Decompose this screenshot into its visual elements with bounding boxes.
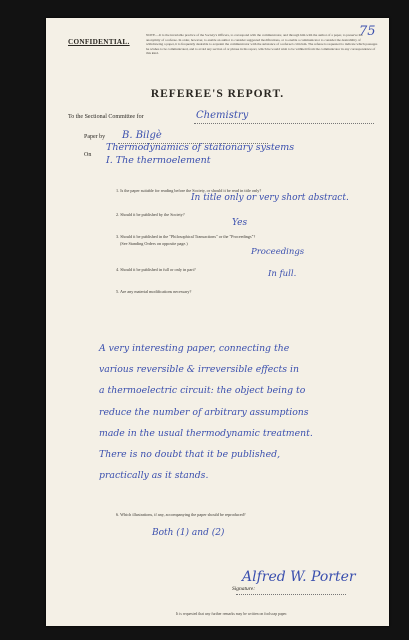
signature-value: Alfred W. Porter — [242, 569, 356, 585]
paper-by-value: B. Bilgè — [122, 130, 162, 141]
report-form — [46, 18, 389, 626]
signature-line — [236, 594, 346, 595]
question-4: 4. Should it be published in full or only in part? — [116, 267, 196, 272]
comment-line: a thermoelectric circuit: the object being to — [99, 385, 306, 397]
paper-title-line-1: Thermodynamics of stationary systems — [106, 142, 295, 153]
question-2: 2. Should it be published by the Society? — [116, 212, 185, 217]
form-title: REFEREE'S REPORT. — [150, 88, 285, 100]
paper-by-label: Paper by — [84, 134, 106, 140]
question-5: 5. Are any material modifications necessary? — [116, 289, 192, 294]
comment-line: There is no doubt that it be published, — [99, 449, 281, 461]
comment-line: made in the usual thermodynamic treatment. — [99, 427, 313, 439]
committee-label: To the Sectional Committee for — [68, 114, 144, 120]
comment-line: A very interesting paper, connecting the — [99, 343, 290, 354]
answer-1: In title only or very short abstract. — [191, 193, 349, 203]
answer-6: Both (1) and (2) — [152, 528, 225, 538]
confidential-heading: CONFIDENTIAL. — [68, 38, 130, 46]
comment-line: reduce the number of arbitrary assumptions — [99, 406, 309, 418]
footnote: It is requested that any further remarks may be written on foolscap paper. — [176, 612, 288, 616]
question-3-note: (See Standing Orders on opposite page.) — [120, 241, 188, 246]
answer-3: Proceedings — [251, 247, 305, 257]
comment-line: various reversible & irreversible effects in — [99, 364, 299, 376]
committee-value: Chemistry — [196, 110, 249, 121]
comment-line: practically as it stands. — [99, 470, 209, 482]
signature-label: Signature: — [232, 586, 256, 592]
question-3: 3. Should it be published in the "Philosophical Transactions" or the "Proceedings"? — [116, 234, 256, 239]
answer-2: Yes — [232, 218, 248, 228]
answer-4: In full. — [268, 269, 297, 279]
paper-title-line-2: I. The thermoelement — [106, 155, 211, 166]
question-1: 1. Is the paper suitable for reading before the Society, or should it be read in title only? — [116, 188, 262, 193]
committee-line — [194, 123, 374, 124]
on-label: On — [84, 152, 92, 158]
page-number: 75 — [359, 24, 376, 39]
confidentiality-note: NOTE.—It is the invariable practice of the Society's Officers, to correspond with the communicator, and through him with the author of a paper, to preserve the anonymity of a referee. In order, however, to enable an author to consider suggested modifications, or to enable a communicator to consider the desirability of withdrawing a paper, it is frequently desirable to acquaint the communicator with the substance of a referee's criticism. The referee is requested to indicate which passages he wishes to be communicated, and to avoid any section of or phrase in his report, which he would wish to be withheld from the communicator in any correspondence of this kind. — [146, 33, 378, 56]
referee-comments — [99, 338, 339, 486]
question-6: 6. Which illustrations, if any, accompanying the paper should be reproduced? — [116, 512, 246, 517]
